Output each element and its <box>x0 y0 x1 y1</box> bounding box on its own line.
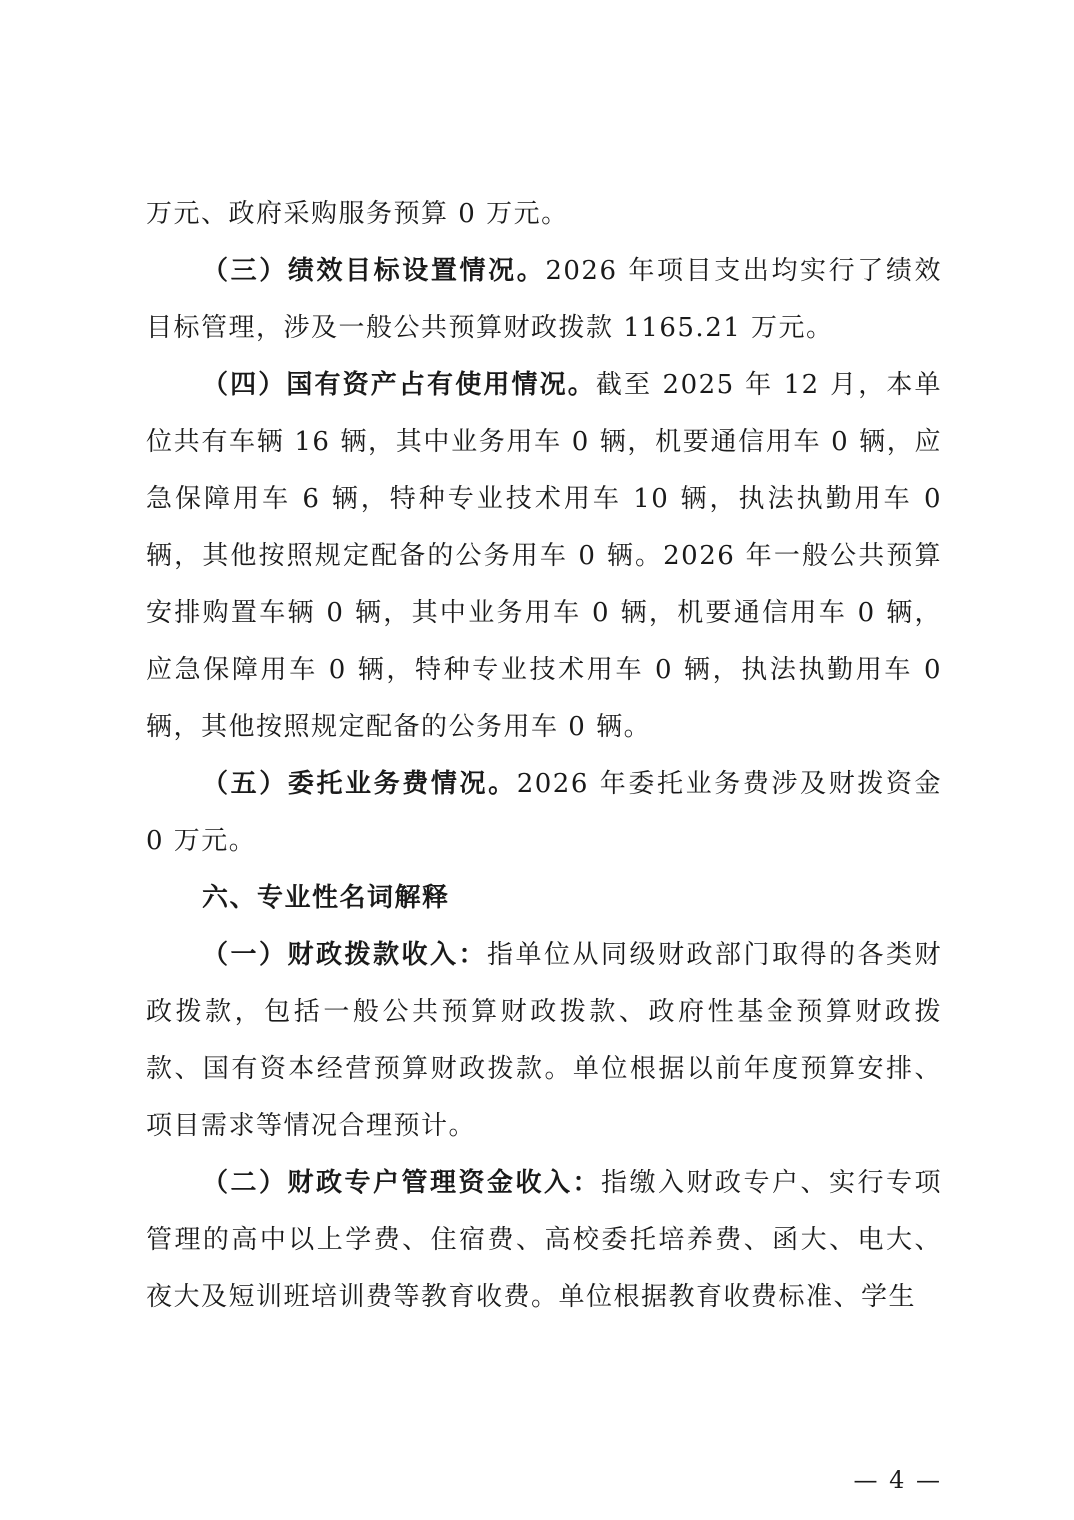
glossary-term: （二）财政专户管理资金收入： <box>202 1168 601 1198</box>
paragraph-text: 万元、政府采购服务预算 0 万元。 <box>146 199 569 229</box>
paragraph-lead: （五）委托业务费情况。 <box>202 769 517 799</box>
section-heading: 六、专业性名词解释 <box>202 883 450 913</box>
continuation-paragraph <box>146 186 942 243</box>
state-assets-paragraph <box>146 357 942 756</box>
glossary-definition: 指缴入财政专户、实行专项管理的高中以上学费、住宿费、高校委托培养费、函大、电大、夜大及短训班培训费等教育收费。单位根据教育收费标准、学生 <box>146 1168 942 1312</box>
commission-fee-paragraph <box>146 756 942 870</box>
glossary-term: （一）财政拨款收入： <box>202 940 487 970</box>
glossary-item-special-account <box>146 1155 942 1326</box>
paragraph-lead: （四）国有资产占有使用情况。 <box>202 370 596 400</box>
performance-target-paragraph <box>146 243 942 357</box>
glossary-definition: 指单位从同级财政部门取得的各类财政拨款，包括一般公共预算财政拨款、政府性基金预算财政拨款、国有资本经营预算财政拨款。单位根据以前年度预算安排、项目需求等情况合理预计。 <box>146 940 942 1141</box>
glossary-item-fiscal-appropriation <box>146 927 942 1155</box>
page-number: — 4 — <box>853 1466 942 1494</box>
paragraph-text: 截至 2025 年 12 月，本单位共有车辆 16 辆，其中业务用车 0 辆，机要通信用车 0 辆，应急保障用车 6 辆，特种专业技术用车 10 辆，执法执勤用车 0 辆，其他按照规定配备的公务用车 0 辆。2026 年一般公共预算安排购置车辆 0 辆，其中业务用车 0 辆，机要通信用车 0 辆，应急保障用车 0 辆，特种专业技术用车 0 辆，执法执勤用车 0 辆，其他按照规定配备的公务用车 0 辆。 <box>146 370 942 742</box>
paragraph-lead: （三）绩效目标设置情况。 <box>202 256 546 286</box>
paragraph-text: 2026 年委托业务费涉及财拨资金 0 万元。 <box>146 769 942 856</box>
paragraph-text: 2026 年项目支出均实行了绩效目标管理，涉及一般公共预算财政拨款 1165.21 万元。 <box>146 256 942 343</box>
document-body <box>146 186 942 1326</box>
